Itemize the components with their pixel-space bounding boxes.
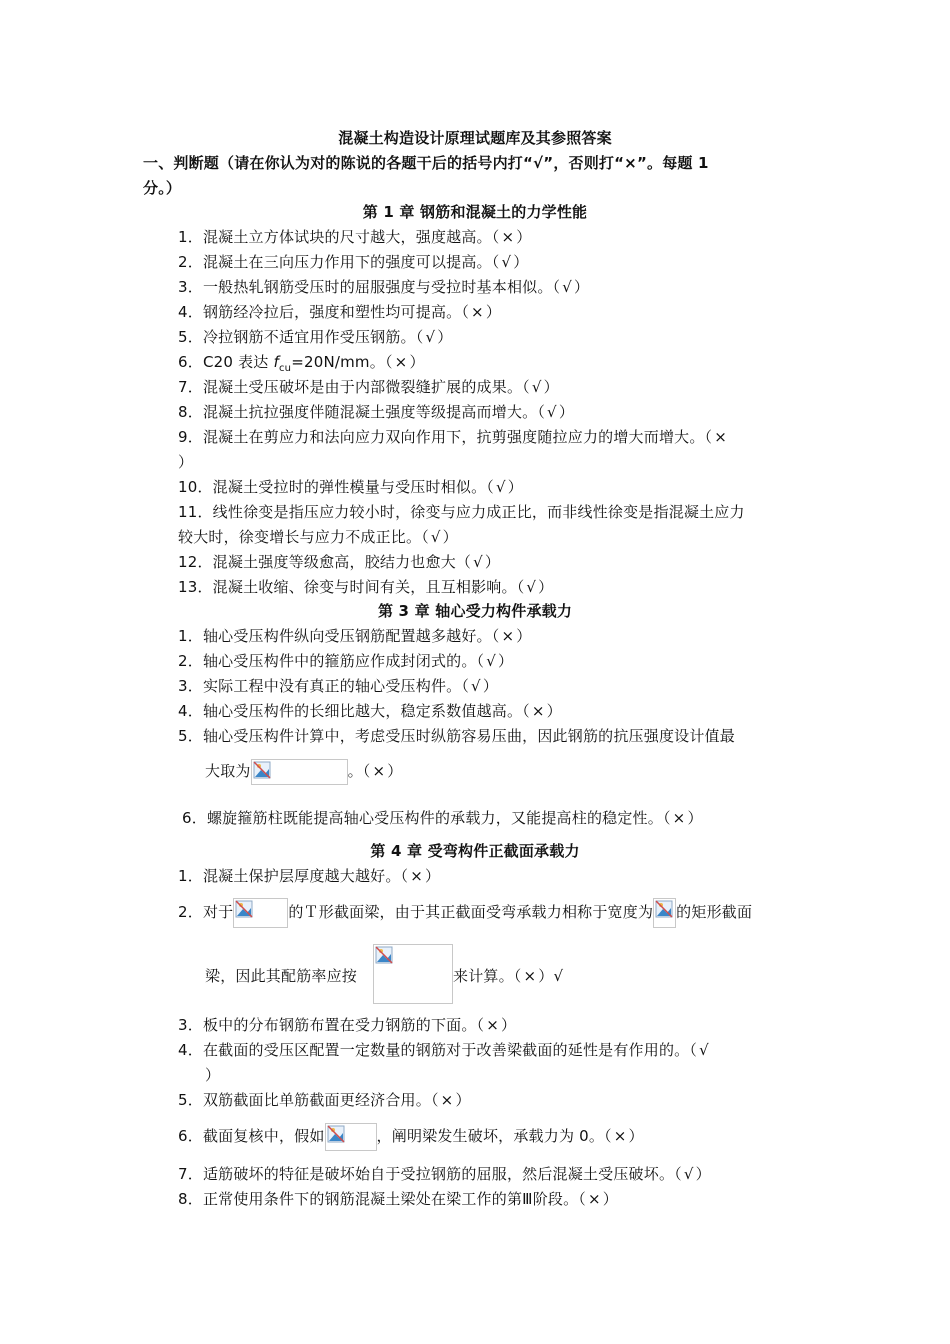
list-item: 2．对于 的Ｔ形截面梁，由于其正截面受弯承载力相称于宽度为 的矩形截面 [178, 897, 752, 928]
answer-mark: √ [471, 677, 481, 695]
list-item: 9．混凝土在剪应力和法向应力双向作用下，抗剪强度随拉应力的增大而增大。（ × [178, 428, 728, 446]
answer-mark: × [531, 702, 545, 720]
answer-mark: √ [486, 652, 497, 670]
answer-mark: √ [683, 1165, 694, 1183]
answer-mark: × [394, 353, 408, 371]
list-item: 5．双筋截面比单筋截面更经济合用。（ × ） [178, 1091, 471, 1109]
list-item: 3．一般热轧钢筋受压时的屈服强度与受拉时基本相似。（ √ ） [178, 278, 590, 296]
list-item: 4．在截面的受压区配置一定数量的钢筋对于改善梁截面的延性是有作用的。（ √ [178, 1041, 709, 1059]
answer-mark: × [714, 428, 728, 446]
answer-mark: × [372, 762, 386, 780]
list-item: 6．螺旋箍筋柱既能提高轴心受压构件的承载力，又能提高柱的稳定性。（ × ） [182, 809, 703, 827]
answer-mark: √ [430, 528, 441, 546]
broken-image-icon [235, 900, 253, 918]
list-item: 3．实际工程中没有真正的轴心受压构件。（ √ ） [178, 677, 499, 695]
chapter4-title: 第 4 章 受弯构件正截面承载力 [370, 842, 580, 860]
answer-mark: √ [496, 478, 506, 496]
chapter3-title: 第 3 章 轴心受力构件承载力 [377, 602, 573, 620]
formula-image [653, 898, 676, 928]
broken-image-icon [375, 946, 393, 964]
list-item: 2．混凝土在三向压力作用下的强度可以提高。（ √ ） [178, 253, 529, 271]
answer-mark: × [501, 627, 515, 645]
answer-mark: √ [526, 578, 537, 596]
answer-mark: √ [699, 1041, 709, 1059]
document-title: 混凝土构造设计原理试题库及其参照答案 [338, 129, 612, 147]
list-item: 11．线性徐变是指压应力较小时，徐变与应力成正比，而非线性徐变是指混凝土应力 [178, 503, 745, 521]
list-item-continuation: 大取为 。（ × ） [205, 758, 403, 785]
list-item: 5．轴心受压构件计算中，考虑受压时纵筋容易压曲，因此钢筋的抗压强度设计值最 [178, 727, 735, 745]
answer-mark: × [471, 303, 484, 321]
answer-mark: × [486, 1016, 500, 1034]
document-page: 混凝土构造设计原理试题库及其参照答案 一、判断题（请在你认为对的陈说的各题干后的括号内打“√”，否则打“×”。每题 1 分。） 第 1 章 钢筋和混凝土的力学性能 1．混凝土立方体试块的尺寸越大，强度越高。（ × ） 2．混凝土在三向压力作用下的强度可以提高。（ √ ） 3．一般热轧钢筋受压时的屈服强度与受拉时基本相似。（ √ ） 4．钢筋经冷拉后，强度和塑性均可提高。（ × ） 5．冷拉钢筋不适宜用作受压钢筋。（ √ ） 6．C20 表达 $f_{cu}=20N/mm$。（ × ） 7．混凝土受压破坏是由于内部微裂缝扩展的成果。（ √ ） 8．混凝土抗拉强度伴随混凝土强度等级提高而增大。（ √ ） 9．混凝土在剪应力和法向应力双向作用下，抗剪强度随拉应力的增大而增大。（ × ） 10．混凝土受拉时的弹性模量与受压时相似。（ √ ） 11．线性徐变是指压应力较小时，徐变与应力成正比，而非线性徐变是指混凝土应力 较大时，徐变增长与应力不成正比。（ √ ） 12．混凝土强度等级愈高，胶结力也愈大（ √ ） 13．混凝土收缩、徐变与时间有关，且互相影响。（ √ ） 第 3 章 轴心受力构件承载力 1．轴心受压构件纵向受压钢筋配置越多越好。（ × ） 2．轴心受压构件中的箍筋应作成封闭式的。（ √ ） 3．实际工程中没有真正的轴心受压构件。（ √ ） 4．轴心受压构件的长细比越大，稳定系数值越高。（ × ） 5．轴心受压构件计算中，考虑受压时纵筋容易压曲，因此钢筋的抗压强度设计值最 大取为 。（ × ） 6．螺旋箍筋柱既能提高轴心受压构件的承载力，又能提高柱的稳定性。（ × ） 第 4 章 受弯构件正截面承载力 1．混凝土保护层厚度越大越好。（ × ） 2．对于 的Ｔ形截面梁，由于其正截面受弯承载力相称于宽度为 的矩形截面 梁，因此其配筋率应按 来计算。（ × ）√ 3．板中的分布钢筋布置在受力钢筋的下面。（ × ） 4．在截面的受压区配置一定数量的钢筋对于改善梁截面的延性是有作用的。（ √ ） 5．双筋截面比单筋截面更经济合用。（ × ） 6．截面复核中，假如 ，阐明梁发生破坏，承载力为 0。（ × ） 7．适筋破坏的特征是破坏始自于受拉钢筋的屈服，然后混凝土受压破坏。（ √ ） 8．正常使用条件下的钢筋混凝土梁处在梁工作的第Ⅲ阶段。（ × ） [0, 0, 950, 1344]
list-item: 6．截面复核中，假如 ，阐明梁发生破坏，承载力为 0。（ × ） [178, 1121, 644, 1151]
answer-mark: × [410, 867, 424, 885]
list-item: 5．冷拉钢筋不适宜用作受压钢筋。（ √ ） [178, 328, 453, 346]
list-item: 10．混凝土受拉时的弹性模量与受压时相似。（ √ ） [178, 478, 523, 496]
answer-mark: × [672, 809, 686, 827]
list-item: 13．混凝土收缩、徐变与时间有关，且互相影响。（ √ ） [178, 578, 554, 596]
answer-mark: × [501, 228, 515, 246]
broken-image-icon [253, 761, 271, 779]
list-item: 4．轴心受压构件的长细比越大，稳定系数值越高。（ × ） [178, 702, 562, 720]
formula-image [233, 898, 288, 928]
broken-image-icon [655, 900, 673, 918]
list-item: 1．轴心受压构件纵向受压钢筋配置越多越好。（ × ） [178, 627, 532, 645]
formula-subscript: cu [278, 363, 292, 374]
list-item: 6．C20 表达 $f_{cu}=20N/mm$。（ × ） [178, 353, 425, 374]
list-item: 1．混凝土保护层厚度越大越好。（ × ） [178, 867, 441, 885]
list-item-continuation: ） [178, 453, 194, 471]
list-item: 2．轴心受压构件中的箍筋应作成封闭式的。（ √ ） [178, 652, 514, 670]
answer-mark: √ [473, 553, 483, 571]
answer-mark: √ [501, 253, 512, 271]
formula-image [373, 944, 453, 1004]
list-item: 4．钢筋经冷拉后，强度和塑性均可提高。（ × ） [178, 303, 502, 321]
answer-mark: √ [531, 378, 542, 396]
list-item: 8．混凝土抗拉强度伴随混凝土强度等级提高而增大。（ √ ） [178, 403, 575, 421]
list-item: 3．板中的分布钢筋布置在受力钢筋的下面。（ × ） [178, 1016, 517, 1034]
formula-image [325, 1123, 377, 1151]
list-item: 7．适筋破坏的特征是破坏始自于受拉钢筋的屈服，然后混凝土受压破坏。（ √ ） [178, 1165, 711, 1183]
list-item-continuation: 较大时，徐变增长与应力不成正比。（ √ ） [178, 528, 458, 546]
answer-mark: √ [547, 403, 557, 421]
section-heading-line2: 分。） [143, 179, 182, 197]
answer-mark: √ [425, 328, 436, 346]
list-item-continuation: ） [205, 1066, 221, 1084]
formula-image [251, 759, 348, 785]
section-heading-line1: 一、判断题（请在你认为对的陈说的各题干后的括号内打“√”，否则打“×”。每题 1 [143, 154, 709, 172]
answer-mark: × [588, 1190, 601, 1208]
chapter1-title: 第 1 章 钢筋和混凝土的力学性能 [362, 203, 588, 221]
answer-mark: × [440, 1091, 454, 1109]
formula-variable: f [273, 353, 279, 371]
list-item: 1．混凝土立方体试块的尺寸越大，强度越高。（ × ） [178, 228, 532, 246]
list-item: 8．正常使用条件下的钢筋混凝土梁处在梁工作的第Ⅲ阶段。（ × ） [178, 1190, 618, 1208]
answer-mark: × [523, 967, 537, 985]
answer-mark: × [613, 1127, 627, 1145]
list-item: 7．混凝土受压破坏是由于内部微裂缝扩展的成果。（ √ ） [178, 378, 559, 396]
list-item: 12．混凝土强度等级愈高，胶结力也愈大（ √ ） [178, 553, 501, 571]
broken-image-icon [327, 1125, 345, 1143]
answer-mark: √ [562, 278, 573, 296]
